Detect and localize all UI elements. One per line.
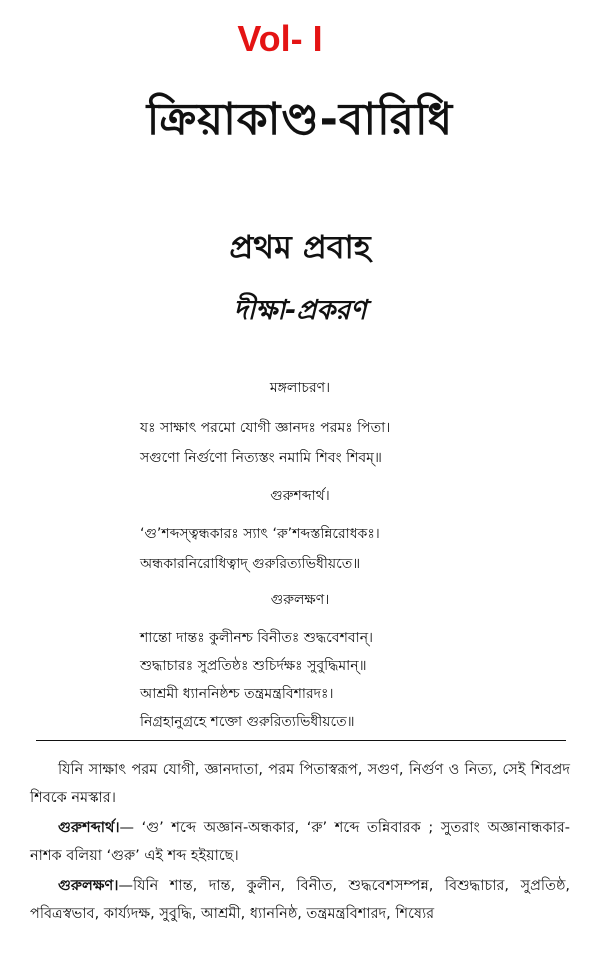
verse-line: সগুণো নির্গুণো নিত্যস্তং নমামি শিবং শিবম্॥ [140,450,382,466]
commentary-paragraph [30,756,570,812]
verse-line: নিগ্রহানুগ্রহে শক্তো গুরুরিত্যভিধীয়তে॥ [140,714,355,730]
subchapter-title: দীক্ষা-প্রকরণ [233,295,367,326]
volume-label: Vol- I [237,18,323,59]
commentary-label: গুরুলক্ষণ। [58,878,119,894]
commentary-text: — ‘গু’ শব্দে অজ্ঞান-অন্ধকার, ‘রু’ শব্দে তন্নিবারক ; সুতরাং অজ্ঞানান্ধকার-নাশক বলিয়া ‘গুরু’ এই শব্দ হইয়াছে। [30,820,570,864]
commentary-text: —যিনি শান্ত, দান্ত, কুলীন, বিনীত, শুদ্ধবেশসম্পন্ন, বিশুদ্ধাচার, সুপ্রতিষ্ঠ, পবিত্রস্বভাব, কার্য্যদক্ষ, সুবুদ্ধি, আশ্রমী, ধ্যাননিষ্ঠ, তন্ত্রমন্ত্রবিশারদ, শিষ্যের [30,878,570,922]
commentary-paragraph [30,872,570,928]
commentary-label: গুরুশব্দার্থ। [58,820,120,836]
verse-line: যঃ সাক্ষাৎ পরমো যোগী জ্ঞানদঃ পরমঃ পিতা। [140,420,391,436]
commentary-paragraph [30,814,570,870]
chapter-title: প্রথম প্রবাহ [229,228,371,266]
section-heading-mangalacharan: মঙ্গলাচরণ। [269,380,331,396]
verse-line: ‘গু’শব্দস্ত্বন্ধকারঃ স্যাৎ ‘রু’শব্দস্তন্নিরোধকঃ। [140,526,380,542]
section-heading-gurulakshan: গুরুলক্ষণ। [270,592,330,608]
book-title: ক্রিয়াকাণ্ড-বারিধি [146,94,454,145]
verse-line: শুদ্ধাচারঃ সুপ্রতিষ্ঠঃ শুচির্দক্ষঃ সুবুদ্ধিমান্॥ [140,658,367,674]
verse-line: আশ্রমী ধ্যাননিষ্ঠশ্চ তন্ত্রমন্ত্রবিশারদঃ। [140,686,334,702]
divider-rule [36,740,566,741]
section-heading-gurushabdartha: গুরুশব্দার্থ। [270,488,330,504]
commentary-text: যিনি সাক্ষাৎ পরম যোগী, জ্ঞানদাতা, পরম পিতাস্বরূপ, সগুণ, নির্গুণ ও নিত্য, সেই শিবপ্রদ শিবকে নমস্কার। [30,762,570,806]
verse-line: অন্ধকারনিরোধিত্বাদ্ গুরুরিত্যভিধীয়তে॥ [140,556,361,572]
verse-line: শান্তো দান্তঃ কুলীনশ্চ বিনীতঃ শুদ্ধবেশবান্। [140,630,374,646]
